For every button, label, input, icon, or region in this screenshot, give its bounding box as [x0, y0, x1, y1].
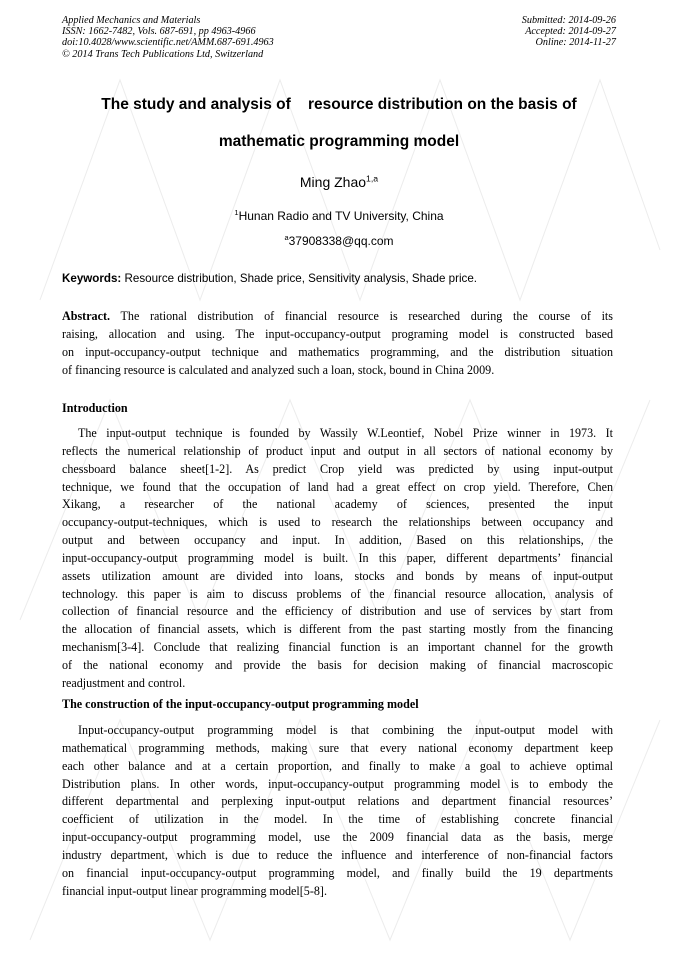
paragraph-line: mechanism[3-4]. Conclude that realizing financial function is an important channel for the growth: [62, 640, 613, 655]
paragraph-line: different departmental and perplexing input-output relations and department financial resources’: [62, 794, 613, 809]
paragraph-line: mathematical programming methods, making sure that every national economy department keep: [62, 740, 613, 755]
copyright-line: © 2014 Trans Tech Publications Ltd, Switzerland: [62, 48, 264, 60]
journal-info-header: [62, 15, 274, 60]
paragraph-line: coefficient of utilization in the model. In the time of establishing concrete financial: [62, 812, 613, 827]
author-line: [0, 174, 678, 190]
keywords-line: [62, 272, 622, 285]
paragraph-line: Xikang, a researcher of the national academy of sciences, presented the input: [62, 497, 613, 512]
paragraph-line: industry department, which is due to reduce the influence and interference of non-financial factors: [62, 847, 613, 862]
paragraph-line: input-occupancy-output programming model is built. In this paper, different departments’ financial: [62, 550, 613, 565]
paragraph-line: output and between occupancy and input. In addition, Based on this relationships, the: [62, 533, 613, 548]
paragraph-line: technique, we found that the occupation of land had a great effect on crop yield. Therefore, Chen: [62, 479, 613, 494]
paragraph-line: The input-output technique is founded by Wassily W.Leontief, Nobel Prize winner in 1973. It: [78, 426, 613, 440]
abstract-paragraph: [62, 308, 613, 379]
online-date: Online: 2014-11-27: [535, 37, 616, 49]
issn-line: ISSN: 1662-7482, Vols. 687-691, pp 4963-4966: [62, 26, 256, 38]
author-email: 37908338@qq.com: [288, 234, 394, 248]
paper-title-line-1: The study and analysis of resource distribution on the basis of: [101, 96, 577, 113]
paragraph-line: financial input-output linear programming model[5-8].: [62, 883, 327, 898]
email-line: [0, 234, 678, 248]
submitted-date: Submitted: 2014-09-26: [521, 15, 616, 26]
affiliation-superscript: 1: [234, 208, 239, 217]
paragraph-line: chessboard balance sheet[1-2]. As predict Crop yield was predicted by using input-output: [62, 461, 613, 476]
paragraph-line: on financial input-occupancy-output programming model, and finally build the 19 departments: [62, 865, 613, 880]
author-superscript: 1,a: [366, 173, 379, 184]
doi-line: doi:10.4028/www.scientific.net/AMM.687-691.4963: [62, 37, 274, 49]
section-heading-introduction: Introduction: [62, 401, 128, 415]
author-name: Ming Zhao: [299, 174, 367, 190]
paragraph-line: reflects the numerical relationship of product input and output in all sectors of national economy by: [62, 443, 613, 458]
paragraph-line: occupancy-output-techniques, which is used to research the relationships between occupancy and: [62, 515, 613, 530]
affiliation-line: [0, 209, 678, 223]
introduction-paragraph: [62, 425, 613, 693]
paper-title-line-2: mathematic programming model: [218, 133, 460, 150]
section-heading-model-construction: The construction of the input-occupancy-output programming model: [62, 697, 419, 711]
abstract-line: on input-occupancy-output technique and mathematics programming, and the distribution situation: [62, 344, 613, 359]
model-construction-paragraph: [62, 722, 613, 900]
keywords-label: Keywords:: [62, 272, 122, 285]
journal-name: Applied Mechanics and Materials: [62, 15, 201, 26]
paragraph-line: each other balance and at a certain proportion, and finally to make a goal to achieve optimal: [62, 758, 613, 773]
email-superscript: a: [284, 233, 289, 242]
submission-dates-header: [522, 15, 616, 49]
accepted-date: Accepted: 2014-09-27: [525, 26, 616, 38]
paragraph-line: input-occupancy-output programming model, use the 2009 financial data as the basis, merge: [62, 830, 613, 845]
paragraph-line: collection of financial resource and the efficiency of distribution and use of services by start from: [62, 604, 613, 619]
paragraph-line: technology. this paper is aim to discuss problems of the financial resource allocation, analysis of: [62, 586, 613, 601]
paragraph-line: readjustment and control.: [62, 675, 186, 690]
paragraph-line: Input-occupancy-output programming model is that combining the input-output model with: [78, 723, 613, 737]
paragraph-line: Distribution plans. In other words, input-occupancy-output programming model is to embody the: [62, 776, 613, 791]
abstract-label: Abstract.: [62, 309, 111, 323]
affiliation-text: Hunan Radio and TV University, China: [238, 209, 444, 223]
abstract-line: Abstract. The rational distribution of financial resource is researched during the course of its: [62, 309, 613, 323]
paragraph-line: the allocation of financial assets, which is different from the past starting mostly from the financing: [62, 622, 613, 637]
keywords-text: Resource distribution, Shade price, Sensitivity analysis, Shade price.: [121, 272, 478, 285]
paragraph-line: of the national economy and provide the basis for decision making of financial macroscopic: [62, 657, 613, 672]
abstract-line: raising, allocation and using. The input-occupancy-output programing model is constructed based: [62, 326, 613, 341]
abstract-line: of financing resource is calculated and analyzed such a loan, stock, bound in China 2009.: [62, 362, 495, 377]
paragraph-line: assets utilization amount are divided into loans, stocks and bonds by means of input-output: [62, 568, 613, 583]
